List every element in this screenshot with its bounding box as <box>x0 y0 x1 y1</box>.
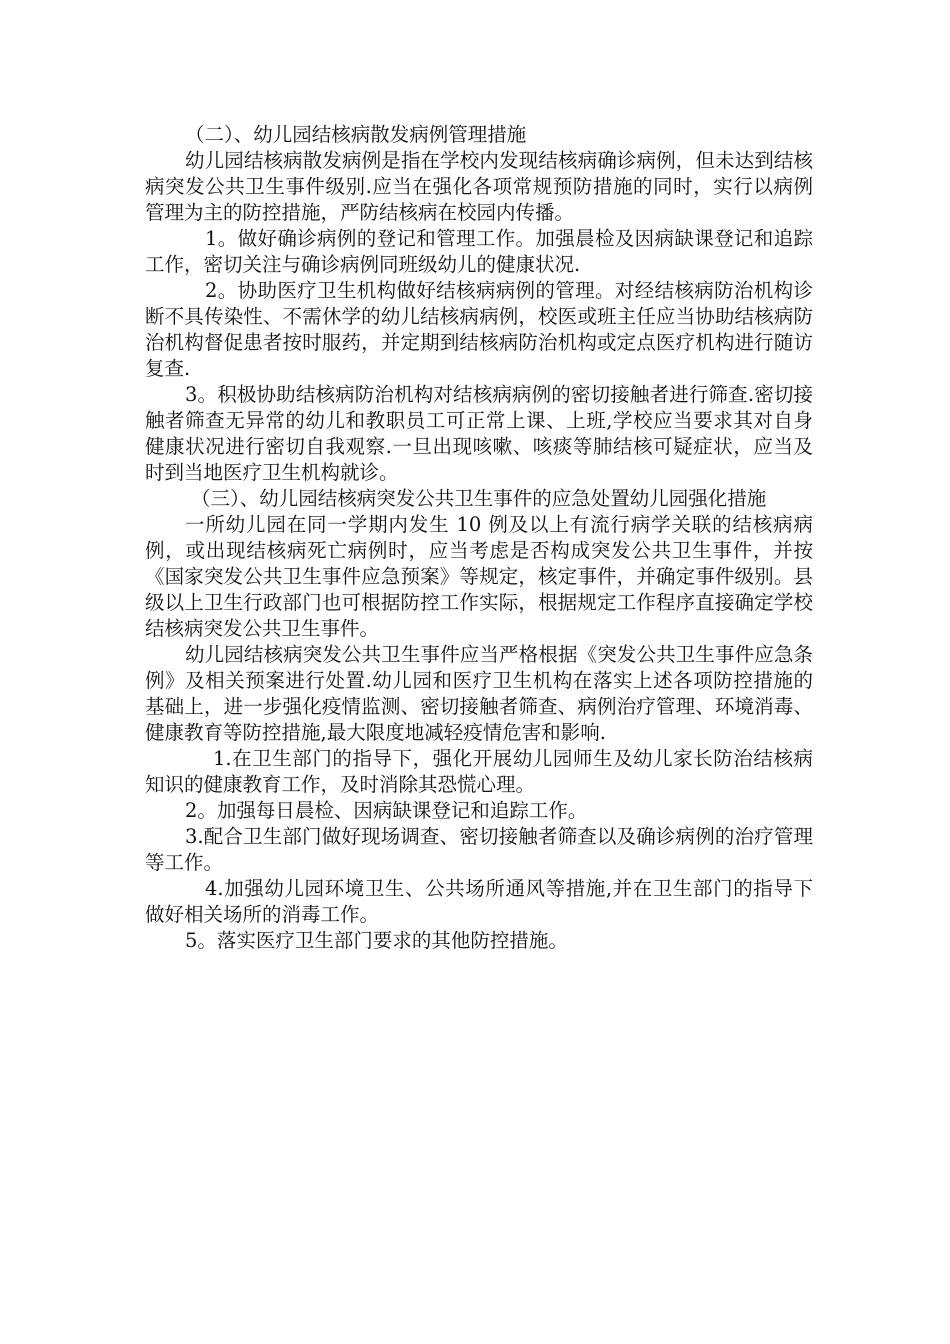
paragraph-item-3: 3。积极协助结核病防治机构对结核病病例的密切接触者进行筛查.密切接触者筛查无异常的幼儿和教职员工可正常上课、上班,学校应当要求其对自身健康状况进行密切自我观察.一旦出现咳嗽、咳痰等肺结核可疑症状，应当及时到当地医疗卫生机构就诊。 <box>145 383 813 484</box>
paragraph-outbreak-definition: 一所幼儿园在同一学期内发生 10 例及以上有流行病学关联的结核病病例，或出现结核病死亡病例时，应当考虑是否构成突发公共卫生事件，并按《国家突发公共卫生事件应急预案》等规定，核定事件，并确定事件级别。县级以上卫生行政部门也可根据防控工作实际，根据规定工作程序直接确定学校结核病突发公共卫生事件。 <box>145 513 813 640</box>
paragraph-measure-3: 3.配合卫生部门做好现场调查、密切接触者筛查以及确诊病例的治疗管理等工作。 <box>145 825 813 874</box>
document-body <box>145 122 813 954</box>
paragraph-measure-1: 1.在卫生部门的指导下，强化开展幼儿园师生及幼儿家长防治结核病知识的健康教育工作，及时消除其恐慌心理。 <box>145 747 813 796</box>
paragraph-item-2: 2。协助医疗卫生机构做好结核病病例的管理。对经结核病防治机构诊断不具传染性、不需休学的幼儿结核病病例，校医或班主任应当协助结核病防治机构督促患者按时服药，并定期到结核病防治机构或定点医疗机构进行随访复查. <box>145 279 813 380</box>
paragraph-measure-2: 2。加强每日晨检、因病缺课登记和追踪工作。 <box>185 799 588 822</box>
paragraph-measure-4: 4.加强幼儿园环境卫生、公共场所通风等措施,并在卫生部门的指导下做好相关场所的消毒工作。 <box>145 877 813 926</box>
section-heading-3: （三）、幼儿园结核病突发公共卫生事件的应急处置幼儿园强化措施 <box>191 487 767 510</box>
paragraph-sporadic-definition: 幼儿园结核病散发病例是指在学校内发现结核病确诊病例，但未达到结核病突发公共卫生事件级别.应当在强化各项常规预防措施的同时，实行以病例管理为主的防控措施，严防结核病在校园内传播。 <box>145 149 813 224</box>
section-heading-2: （二）、幼儿园结核病散发病例管理措施 <box>185 123 527 146</box>
paragraph-item-1: 1。做好确诊病例的登记和管理工作。加强晨检及因病缺课登记和追踪工作，密切关注与确诊病例同班级幼儿的健康状况. <box>145 227 813 276</box>
paragraph-measure-5: 5。落实医疗卫生部门要求的其他防控措施。 <box>185 929 568 952</box>
paragraph-outbreak-handling: 幼儿园结核病突发公共卫生事件应当严格根据《突发公共卫生事件应急条例》及相关预案进行处置.幼儿园和医疗卫生机构在落实上述各项防控措施的基础上，进一步强化疫情监测、密切接触者筛查、病例治疗管理、环境消毒、健康教育等防控措施,最大限度地减轻疫情危害和影响. <box>145 643 813 744</box>
